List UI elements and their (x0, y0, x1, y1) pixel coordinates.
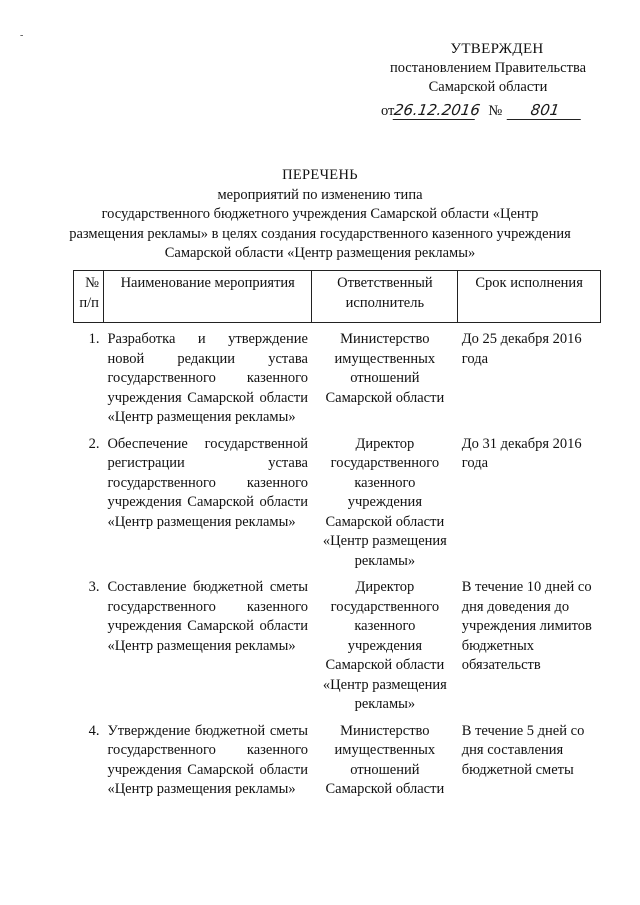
term: В течение 10 дней со дня доведения до учреждения лимитов бюджетных обязательств (461, 579, 592, 673)
table-row (74, 571, 601, 715)
measure-name: Разработка и утверждение новой редакции устава государственного казенного учреждения Самарской области «Центр размещения рекламы» (107, 331, 308, 425)
heading-line: мероприятий по изменению типа (217, 186, 423, 203)
measures-table (73, 270, 601, 802)
executor: Директор государственного казенного учреждения Самарской области «Центр размещения рекламы» (322, 579, 447, 712)
row-number: 1. (88, 331, 100, 347)
corner-mark: - (20, 30, 24, 41)
table-row (74, 715, 601, 802)
date-prefix: от (381, 103, 395, 119)
header-number: № п/п (74, 271, 104, 323)
row-number: 4. (88, 722, 100, 739)
heading-line: размещения рекламы» в целях создания государственного казенного учреждения (69, 225, 571, 242)
decree-date: 26.12.2016 (393, 101, 482, 119)
table-row (74, 323, 601, 428)
heading-line: Самарской области «Центр размещения рекламы» (164, 245, 476, 261)
row-number: 3. (88, 579, 100, 595)
row-number: 2. (88, 435, 100, 452)
approval-title: УТВЕРЖДЕН (450, 41, 544, 57)
header-executor: Ответственный исполнитель (312, 271, 458, 323)
executor: Министерство имущественных отношений Самарской области (325, 331, 445, 406)
measure-name: Утверждение бюджетной сметы государственного казенного учреждения Самарской области «Центр размещения рекламы» (107, 722, 308, 797)
number-sign: № (488, 103, 503, 119)
heading-line: государственного бюджетного учреждения Самарской области «Центр (101, 206, 539, 222)
table-row (74, 428, 601, 572)
header-measure-name: Наименование мероприятия (103, 271, 312, 323)
measure-name: Составление бюджетной сметы государственного казенного учреждения Самарской области «Центр размещения рекламы» (107, 579, 308, 654)
table-header-row (74, 271, 601, 323)
term: До 31 декабря 2016 года (461, 435, 582, 471)
decree-date-number (381, 98, 601, 120)
executor: Министерство имущественных отношений Самарской области (325, 722, 445, 797)
approval-decree-line: постановлением Правительства (389, 60, 587, 76)
measure-name: Обеспечение государственной регистрации устава государственного казенного учреждения Самарской области «Центр размещения рекламы» (107, 435, 308, 530)
document-heading (40, 166, 600, 264)
term: До 25 декабря 2016 года (461, 331, 582, 367)
document-title: ПЕРЕЧЕНЬ (282, 167, 358, 183)
header-term: Срок исполнения (458, 271, 601, 323)
approval-block (378, 40, 598, 97)
executor: Директор государственного казенного учреждения Самарской области «Центр размещения рекламы» (322, 435, 447, 569)
decree-number: 801 (507, 101, 584, 120)
approval-region-line: Самарской области (428, 79, 548, 95)
term: В течение 5 дней со дня составления бюджетной сметы (461, 722, 585, 778)
